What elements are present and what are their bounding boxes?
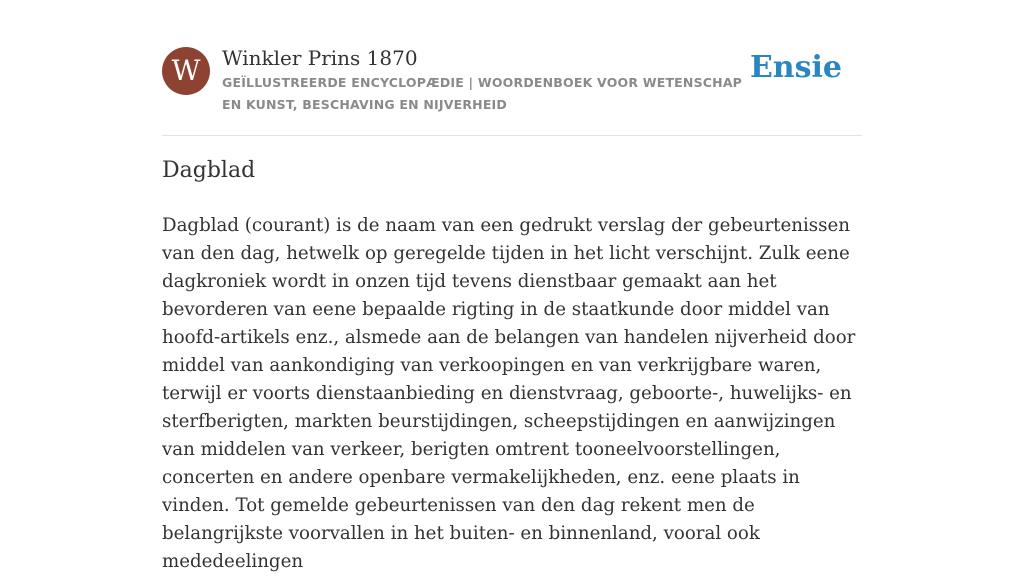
source-title[interactable]: Winkler Prins 1870	[222, 46, 418, 70]
source-subtitle: GEÏLLUSTREERDE ENCYCLOPÆDIE | WOORDENBOEK VOOR WETENSCHAP EN KUNST, BESCHAVING EN NIJVERHEID	[222, 75, 743, 112]
source-avatar[interactable]: W	[162, 47, 210, 95]
entry-text: Dagblad (courant) is de naam van een gedrukt verslag der gebeurtenissen van den dag, hetwelk op geregelde tijden in het licht verschijnt. Zulk eene dagkroniek wordt in onzen tijd tevens dienstbaar gemaakt aan het bevorderen van eene bepaalde rigting in de staatkunde door middel van hoofd-artikels enz., alsmede aan de belangen van handelen nijverheid door middel van aankondiging van verkoopingen en van verkrijgbare waren, terwijl er voorts dienstaanbieding en dienstvraag, geboorte-, huwelijks- en sterfberigten, markten beurstijdingen, scheepstijdingen en aanwijzingen van middelen van verkeer, berigten omtrent tooneelvoorstellingen, concerten en andere openbare vermakelijkheden, enz. eene plaats in vinden. Tot gemelde gebeurtenissen van den dag rekent men de belangrijkste voorvallen in het buiten- en binnenland, vooral ook mededeelingen	[162, 215, 856, 572]
header-divider	[162, 135, 862, 136]
ensie-logo-link[interactable]: Ensie	[749, 50, 842, 85]
entry-title: Dagblad	[162, 158, 256, 183]
source-header	[162, 44, 862, 124]
